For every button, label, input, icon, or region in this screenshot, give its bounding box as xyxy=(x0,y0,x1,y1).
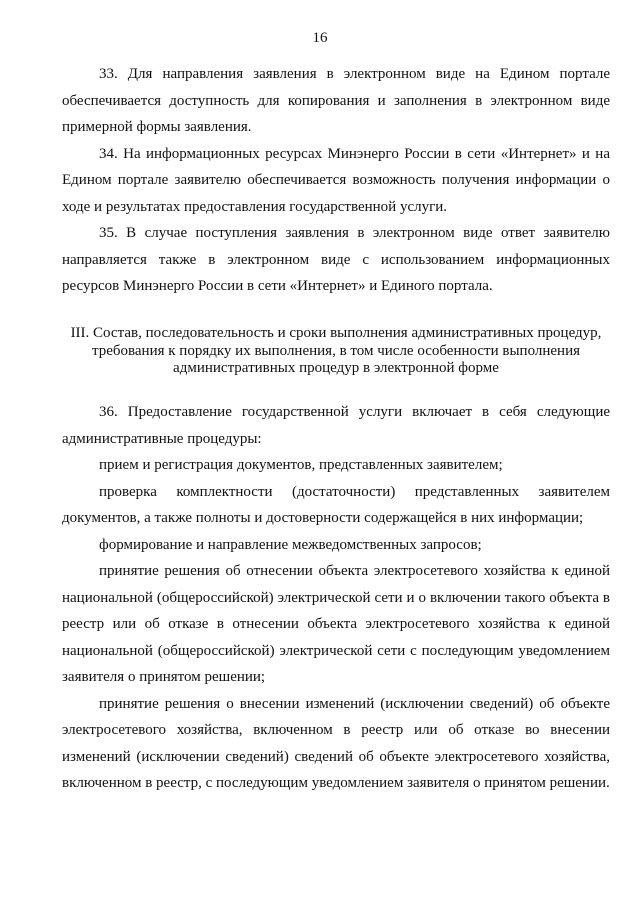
list-item-decision-assignment: принятие решения об отнесении объекта электросетевого хозяйства к единой национальной (общероссийской) электрической сети и о включении такого объекта в реестр или об отказе в отнесении объекта электросетевого хозяйства к единой национальной (общероссийской) электрической сети с последующим уведомлением заявителя о принятом решении; xyxy=(62,563,610,685)
page-number: 16 xyxy=(312,30,328,46)
section-heading-line-1: III. Состав, последовательность и сроки выполнения административных процедур, xyxy=(70,325,602,341)
list-item-decision-changes: принятие решения о внесении изменений (исключении сведений) об объекте электросетевого хозяйства, включенном в реестр или об отказе во внесении изменений (исключении сведений) сведений об объекте электросетевого хозяйства, включенном в реестр, с последующим уведомлением заявителя о принятом решении. xyxy=(62,695,610,791)
paragraph-34: 34. На информационных ресурсах Минэнерго России в сети «Интернет» и на Едином портале заявителю обеспечивается возможность получения информации о ходе и результатах предоставления государственной услуги. xyxy=(62,145,610,215)
section-heading-line-2: требования к порядку их выполнения, в том числе особенности выполнения xyxy=(91,342,580,359)
list-item-requests: формирование и направление межведомственных запросов; xyxy=(99,536,482,553)
paragraph-36: 36. Предоставление государственной услуги включает в себя следующие административные процедуры: xyxy=(62,404,610,447)
list-item-check: проверка комплектности (достаточности) представленных заявителем документов, а также полноты и достоверности содержащейся в них информации; xyxy=(62,483,610,526)
section-heading xyxy=(62,325,610,378)
paragraph-33: 33. Для направления заявления в электронном виде на Едином портале обеспечивается доступность для копирования и заполнения в электронном виде примерной формы заявления. xyxy=(62,66,610,135)
paragraphs-block-top xyxy=(62,61,610,300)
list-item-reception: прием и регистрация документов, представленных заявителем; xyxy=(99,457,503,473)
paragraph-35: 35. В случае поступления заявления в электронном виде ответ заявителю направляется также в электронном виде с использованием информационных ресурсов Минэнерго России в сети «Интернет» и Единого портала. xyxy=(62,225,610,294)
paragraphs-block-bottom xyxy=(62,399,610,797)
section-heading-line-3: административных процедур в электронной форме xyxy=(173,360,499,376)
